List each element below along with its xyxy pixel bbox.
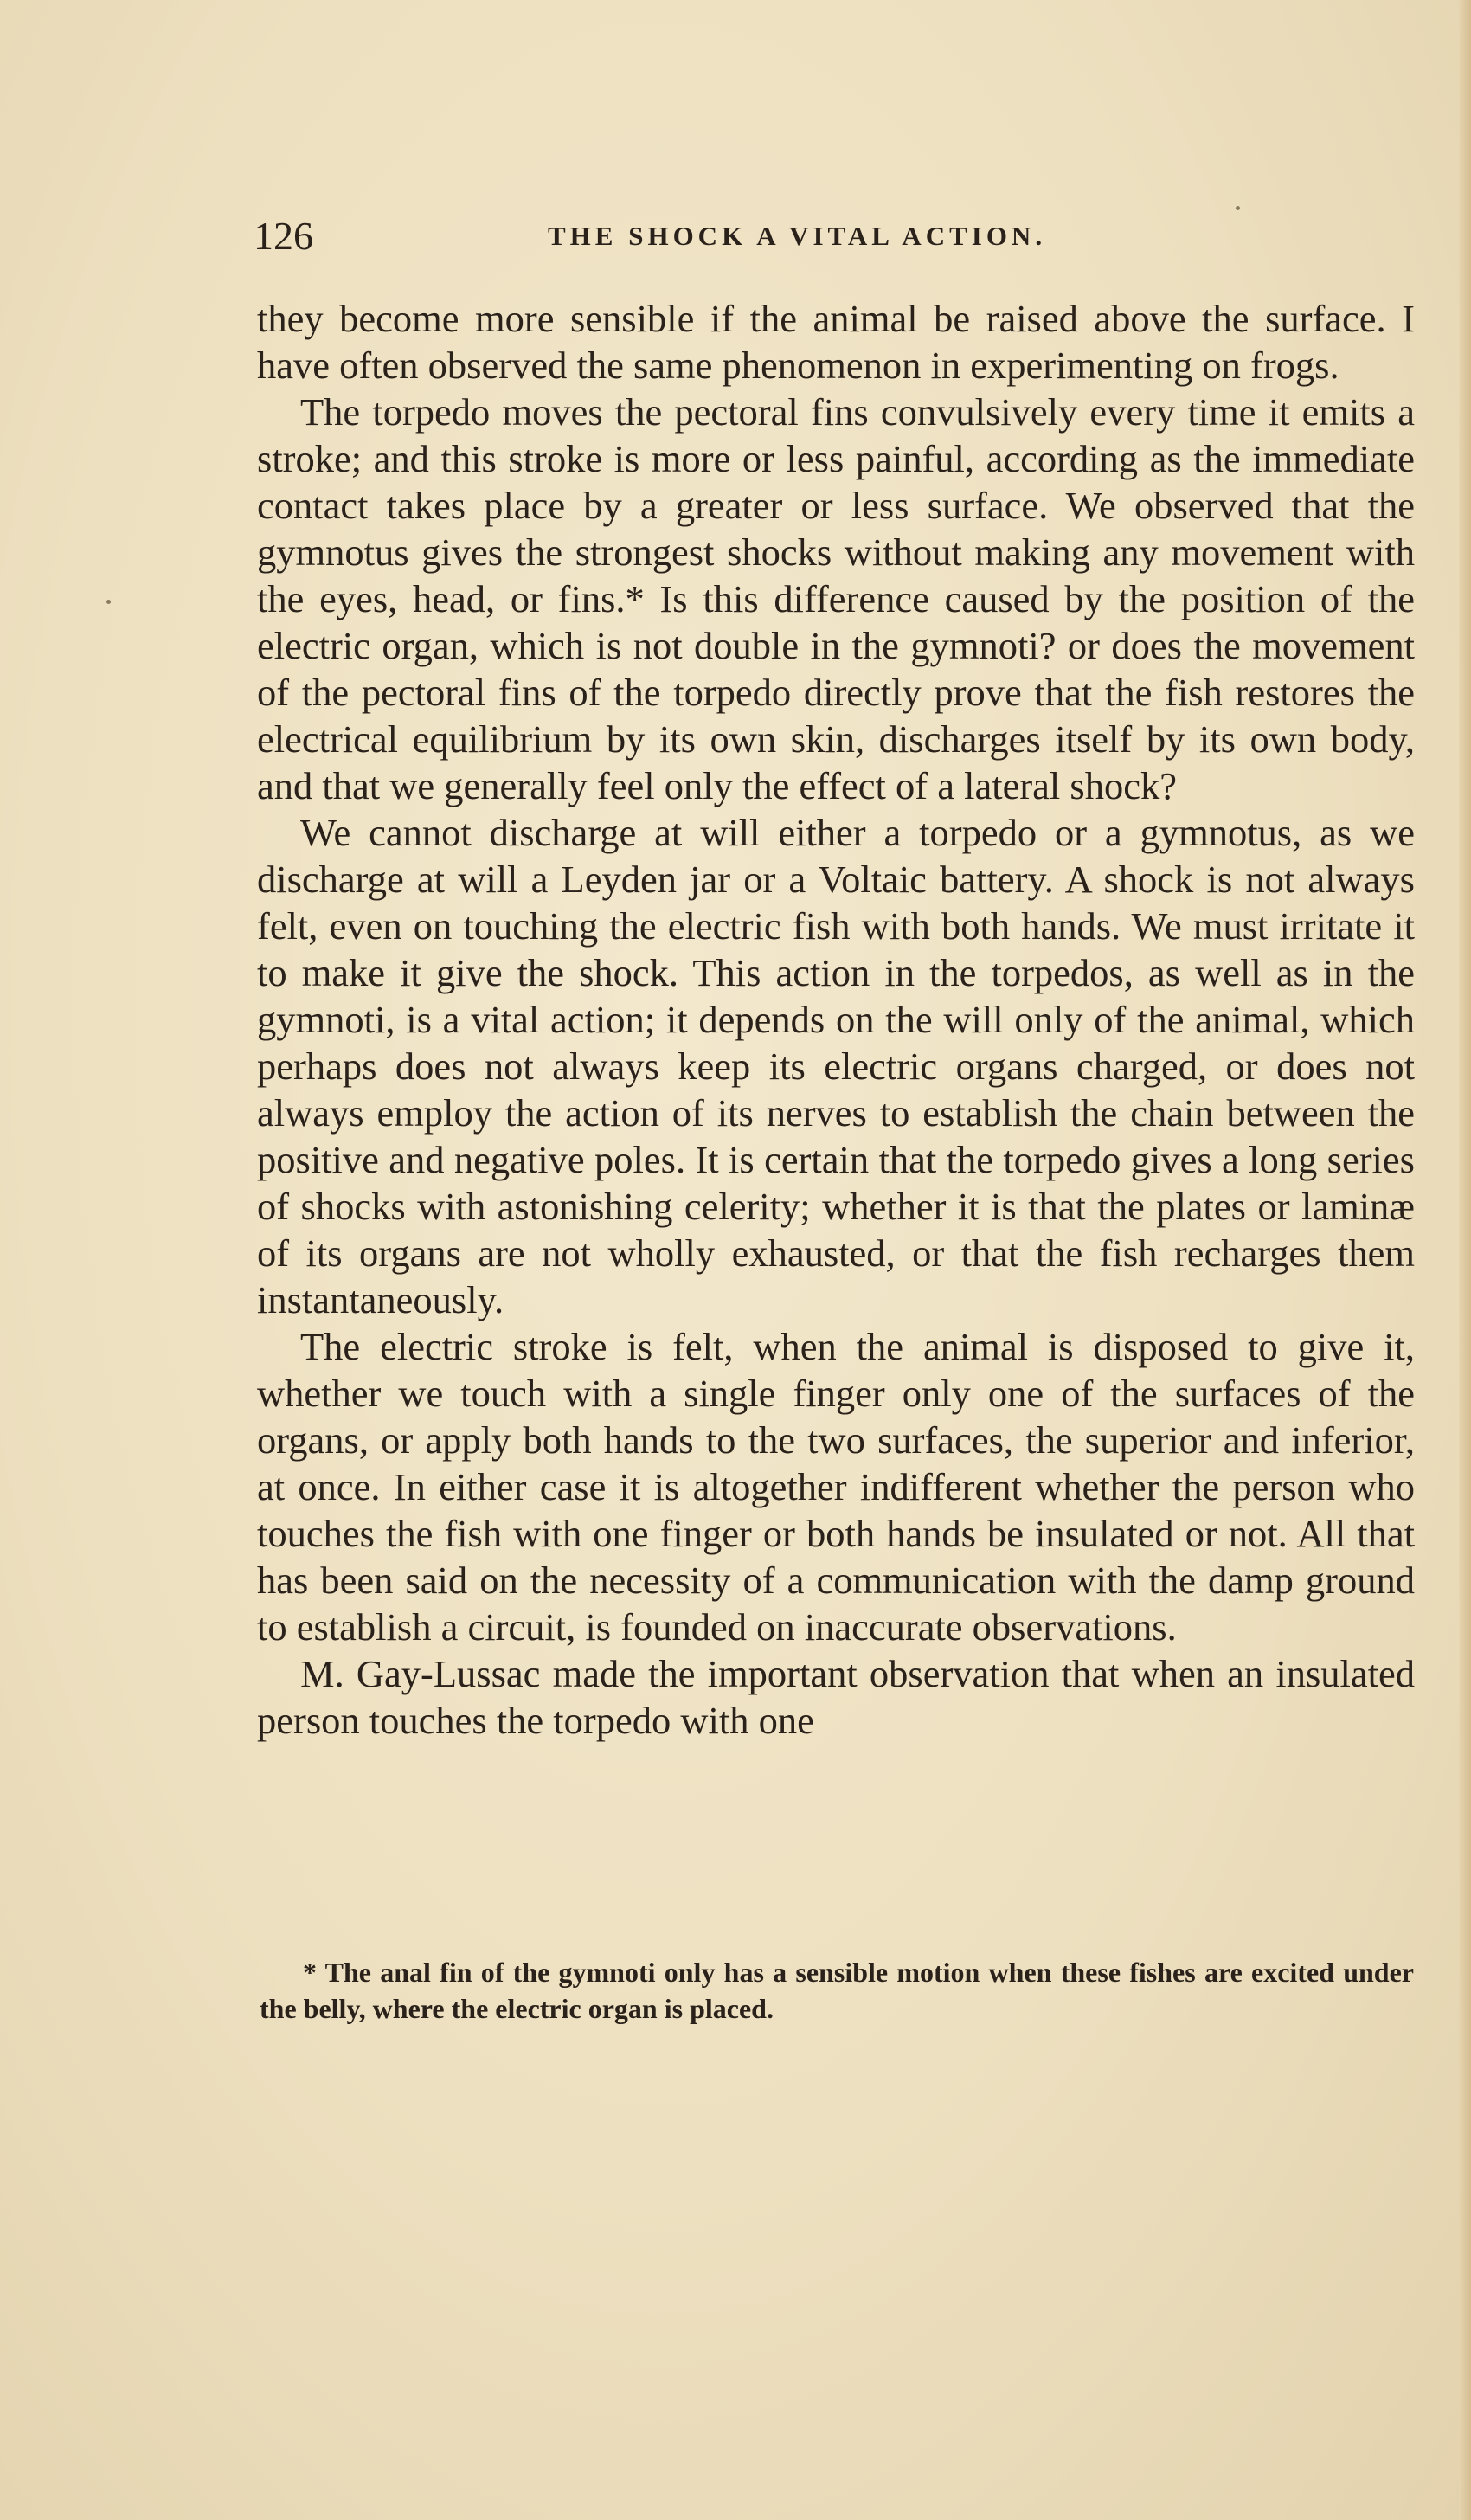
paragraph-continuation: they become more sensible if the animal be raised above the surface. I have often observed the same phenomenon in experimenting on frogs. xyxy=(257,297,1415,387)
paragraph-torpedo-fins: The torpedo moves the pectoral fins convulsively every time it emits a stroke; and this stroke is more or less painful, according as the immediate contact takes place by a greater or less surface. We observed that the gymnotus gives the strongest shocks without making any movement with the eyes, head, or fins.* Is this difference caused by the position of the electric organ, which is not double in the gymnoti? or does the movement of the pectoral fins of the torpedo directly prove that the fish restores the electrical equilibrium by its own skin, discharges itself by its own body, and that we generally feel only the effect of a lateral shock? xyxy=(257,390,1415,807)
page-number: 126 xyxy=(254,214,313,258)
page-header xyxy=(254,210,1413,262)
paragraph-discharge: We cannot discharge at will either a torpedo or a gymnotus, as we discharge at will a Leyden jar or a Voltaic battery. A shock is not always felt, even on touching the electric fish with both hands. We must irritate it to make it give the shock. This action in the torpedos, as well as in the gymnoti, is a vital action; it depends on the will only of the animal, which perhaps does not always keep its electric organs charged, or does not always employ the action of its nerves to establish the chain between the positive and negative poles. It is certain that the torpedo gives a long series of shocks with astonishing celerity; whether it is that the plates or laminæ of its organs are not wholly exhausted, or that the fish recharges them instantaneously. xyxy=(257,811,1415,1321)
paragraph-gay-lussac: M. Gay-Lussac made the important observation that when an insulated person touches the torpedo with one xyxy=(257,1652,1415,1742)
paragraph-electric-stroke: The electric stroke is felt, when the animal is disposed to give it, whether we touch with a single finger only one of the surfaces of the organs, or apply both hands to the two surfaces, the superior and inferior, at once. In either case it is altogether indifferent whether the person who touches the fish with one finger or both hands be insulated or not. All that has been said on the necessity of a communication with the damp ground to establish a circuit, is founded on inaccurate observations. xyxy=(257,1325,1415,1649)
stray-ink-dot xyxy=(106,600,111,604)
running-head: THE SHOCK A VITAL ACTION. xyxy=(548,221,1047,251)
footnote: * The anal fin of the gymnoti only has a sensible motion when these fishes are excited under the belly, where the electric organ is placed. xyxy=(260,1957,1414,2024)
body-text xyxy=(257,295,1415,1744)
page-edge-shadow xyxy=(1459,0,1471,2520)
